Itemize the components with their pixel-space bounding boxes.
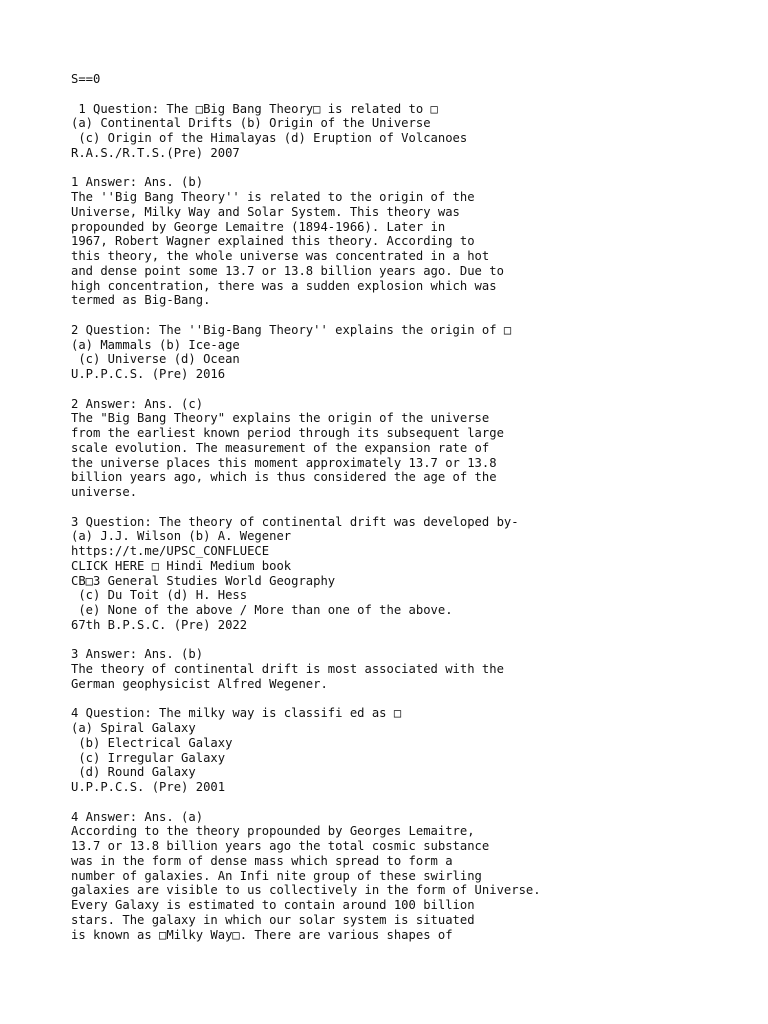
answer-line: from the earliest known period through its subsequent large: [71, 426, 504, 440]
question-line: (a) Spiral Galaxy: [71, 721, 196, 735]
question-line: (c) Universe (d) Ocean: [71, 352, 240, 367]
answer-line: number of galaxies. An Infi nite group of these swirling: [71, 868, 482, 883]
answer-line: 3 Answer: Ans. (b): [71, 647, 204, 662]
document-page: [71, 72, 751, 942]
answer-line: scale evolution. The measurement of the expansion rate of: [71, 440, 490, 455]
question-line: (a) Mammals (b) Ice-age: [71, 337, 240, 352]
spacer: [71, 382, 751, 397]
answer-line: Every Galaxy is estimated to contain around 100 billion: [71, 898, 475, 912]
spacer: [71, 795, 751, 810]
question-line: (c) Du Toit (d) H. Hess: [71, 588, 248, 603]
answer-line: Universe, Milky Way and Solar System. This theory was: [71, 204, 460, 219]
click-here-link[interactable]: CLICK HERE □ Hindi Medium book: [71, 558, 292, 573]
question-line: (a) Continental Drifts (b) Origin of the Universe: [71, 116, 431, 131]
question-line: U.P.P.C.S. (Pre) 2001: [71, 780, 226, 794]
spacer: [71, 308, 751, 323]
answer-line: 1 Answer: Ans. (b): [71, 175, 204, 190]
answer-line: 1967, Robert Wagner explained this theory. According to: [71, 234, 475, 249]
answer-line: is known as □Milky Way□. There are various shapes of: [71, 927, 453, 942]
question-line: 2 Question: The ''Big-Bang Theory'' explains the origin of □: [71, 322, 512, 337]
answer-line: the universe places this moment approximately 13.7 or 13.8: [71, 455, 497, 470]
question-line: (b) Electrical Galaxy: [71, 735, 233, 750]
answer-line: this theory, the whole universe was concentrated in a hot: [71, 249, 490, 263]
answer-line: The ''Big Bang Theory'' is related to the origin of the: [71, 190, 475, 204]
question-line: (c) Origin of the Himalayas (d) Eruption of Volcanoes: [71, 131, 468, 145]
answer-line: termed as Big-Bang.: [71, 293, 211, 308]
answer-line: stars. The galaxy in which our solar system is situated: [71, 912, 475, 927]
spacer: [71, 633, 751, 648]
answer-line: The theory of continental drift is most associated with the: [71, 662, 504, 676]
answer-3: [71, 647, 751, 691]
answer-1: [71, 175, 751, 308]
answer-line: and dense point some 13.7 or 13.8 billion years ago. Due to: [71, 263, 504, 278]
header-line: S==0: [71, 72, 101, 86]
question-2: [71, 323, 751, 382]
question-line: R.A.S./R.T.S.(Pre) 2007: [71, 145, 240, 160]
question-line: (d) Round Galaxy: [71, 765, 196, 780]
answer-line: high concentration, there was a sudden explosion which was: [71, 278, 497, 293]
question-line: CB□3 General Studies World Geography: [71, 573, 336, 588]
question-line: (c) Irregular Galaxy: [71, 750, 226, 765]
question-line: (e) None of the above / More than one of the above.: [71, 603, 453, 617]
question-line: 3 Question: The theory of continental drift was developed by-: [71, 514, 519, 529]
answer-line: 2 Answer: Ans. (c): [71, 396, 204, 411]
answer-line: According to the theory propounded by Georges Lemaitre,: [71, 824, 475, 839]
answer-line: universe.: [71, 485, 138, 499]
question-1: [71, 102, 751, 161]
spacer: [71, 500, 751, 515]
question-line: U.P.P.C.S. (Pre) 2016: [71, 367, 226, 381]
answer-line: propounded by George Lemaitre (1894-1966). Later in: [71, 219, 446, 234]
question-line: 1 Question: The □Big Bang Theory□ is related to □: [71, 101, 438, 116]
answer-2: [71, 397, 751, 500]
answer-line: galaxies are visible to us collectively in the form of Universe.: [71, 883, 541, 898]
spacer: [71, 161, 751, 176]
question-line: (a) J.J. Wilson (b) A. Wegener: [71, 529, 292, 544]
answer-4: [71, 810, 751, 943]
question-4: [71, 706, 751, 795]
answer-line: was in the form of dense mass which spread to form a: [71, 853, 453, 868]
answer-line: German geophysicist Alfred Wegener.: [71, 676, 328, 691]
question-line: 67th B.P.S.C. (Pre) 2022: [71, 617, 248, 632]
telegram-link[interactable]: https://t.me/UPSC_CONFLUECE: [71, 544, 270, 558]
question-line: 4 Question: The milky way is classifi ed as □: [71, 706, 402, 721]
spacer: [71, 692, 751, 707]
spacer: [71, 87, 751, 102]
answer-line: 13.7 or 13.8 billion years ago the total cosmic substance: [71, 839, 490, 853]
question-3: [71, 515, 751, 633]
answer-line: billion years ago, which is thus considered the age of the: [71, 470, 497, 485]
answer-line: The "Big Bang Theory" explains the origin of the universe: [71, 411, 490, 426]
answer-line: 4 Answer: Ans. (a): [71, 809, 204, 824]
